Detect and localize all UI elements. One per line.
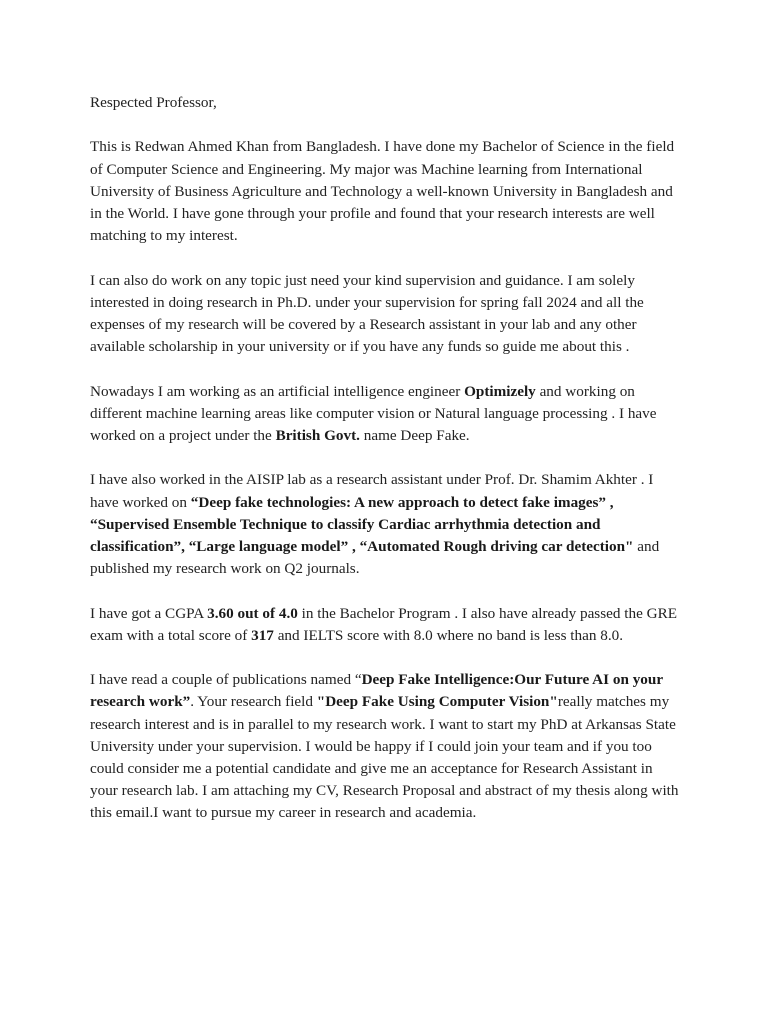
text-segment: I have also worked in the AISIP lab as a research assistant under Prof. Dr. Shamim Akhter . I have worked on [90, 471, 654, 511]
research-titles: “Deep fake technologies: A new approach to detect fake images” , “Supervised Ensemble Technique to classify Cardiac arrhythmia detection and classification”, “Large language model” , “Automated Rough driving car detection" [90, 493, 634, 555]
gre-score: 317 [251, 626, 274, 644]
paragraph-scores [90, 603, 682, 647]
text-segment: and working on different machine learning areas like computer vision or Natural language processing . I have worked on a project under the [90, 382, 657, 444]
publication-title: Deep Fake Intelligence:Our Future AI on your research work” [90, 671, 663, 711]
paragraph-interest: I can also do work on any topic just need your kind supervision and guidance. I am solely interested in doing research in Ph.D. under your supervision for spring fall 2024 and all the expenses of my research will be covered by a Research assistant in your lab and any other available scholarship in your university or if you have any funds so guide me about this . [90, 271, 644, 356]
paragraph-publications [90, 669, 682, 824]
text-segment: name Deep Fake. [359, 427, 470, 444]
text-segment: . Your research field [190, 693, 317, 711]
text-segment: and published my research work on Q2 journals. [90, 538, 660, 578]
paragraph-research [90, 469, 682, 580]
company-name: Optimizely [464, 382, 536, 400]
salutation: Respected Professor, [90, 94, 217, 111]
letter-body [90, 92, 682, 847]
paragraph-introduction: This is Redwan Ahmed Khan from Bangladesh. I have done my Bachelor of Science in the field of Computer Science and Engineering. My major was Machine learning from International University of Business Agriculture and Technology a well-known University in Bangladesh and in the World. I have gone through your profile and found that your research interests are well matching to my interest. [90, 138, 675, 245]
text-segment: really matches my research interest and is in parallel to my research work. I want to start my PhD at Arkansas State University under your supervision. I would be happy if I could join your team and if you too could consider me a potential candidate and give me an acceptance for Research Assistant in your research lab. I am attaching my CV, Research Proposal and abstract of my thesis along with this email.I want to pursue my career in research and academia. [90, 693, 679, 822]
paragraph-work [90, 381, 682, 448]
cgpa-value: 3.60 out of 4.0 [207, 604, 298, 622]
text-segment: Nowadays I am working as an artificial intelligence engineer [90, 382, 465, 400]
project-sponsor: British Govt. [275, 427, 360, 444]
text-segment: and IELTS score with 8.0 where no band is less than 8.0. [273, 626, 624, 644]
research-field: "Deep Fake Using Computer Vision" [316, 693, 558, 711]
text-segment: I have read a couple of publications named “ [90, 671, 362, 689]
text-segment: I have got a CGPA [90, 604, 208, 622]
text-segment: in the Bachelor Program . I also have already passed the GRE exam with a total score of [90, 604, 677, 644]
